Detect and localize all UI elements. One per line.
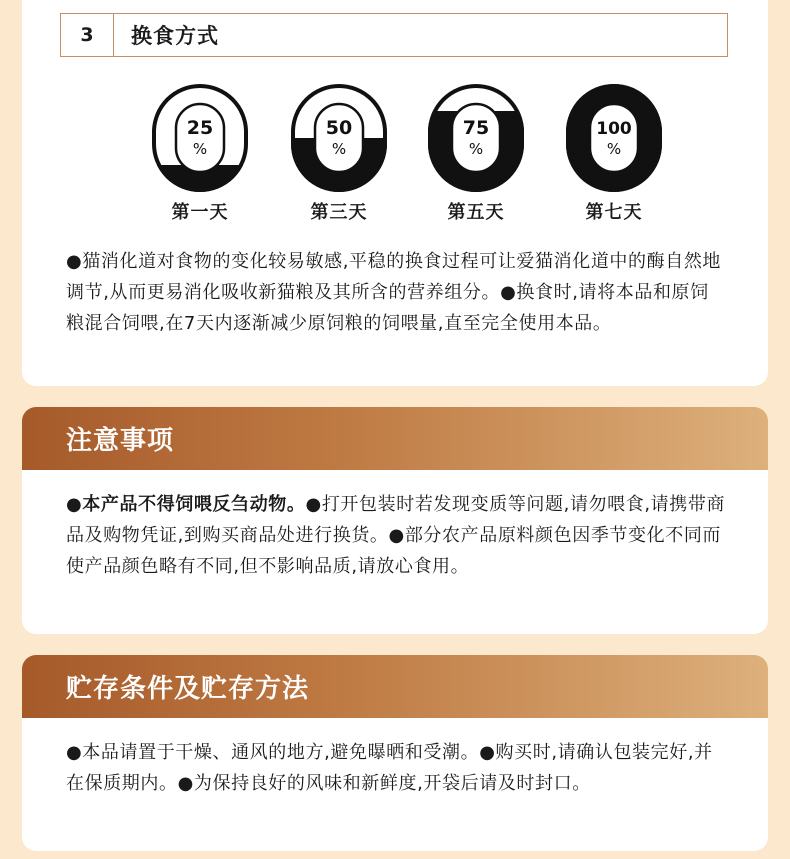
bowl-day-7 bbox=[564, 82, 664, 224]
bowl-graphic bbox=[289, 82, 389, 194]
bowl-label: 第一天 bbox=[171, 202, 229, 223]
transition-bowls bbox=[22, 82, 768, 232]
bowl-graphic bbox=[426, 82, 526, 194]
notes-bold-text: ●本产品不得饲喂反刍动物。 bbox=[66, 494, 306, 515]
bowl-percent-sign: % bbox=[606, 140, 622, 158]
notes-description bbox=[66, 489, 726, 582]
bowl-percent: 50 bbox=[325, 117, 353, 139]
feeding-card bbox=[22, 0, 768, 386]
notes-banner bbox=[22, 407, 768, 470]
step-title: 换食方式 bbox=[131, 24, 219, 48]
storage-description: ●本品请置于干燥、通风的地方,避免曝晒和受潮。●购买时,请确认包装完好,并在保质期内。●为保持良好的风味和新鲜度,开袋后请及时封口。 bbox=[66, 742, 713, 794]
bowl-label: 第三天 bbox=[310, 202, 368, 223]
bowl-percent: 100 bbox=[596, 119, 632, 139]
notes-title: 注意事项 bbox=[66, 426, 175, 456]
bowl-label: 第五天 bbox=[447, 202, 505, 223]
step-number: 3 bbox=[61, 14, 114, 56]
step-header bbox=[60, 13, 728, 57]
bowl-day-3 bbox=[289, 82, 389, 224]
storage-title: 贮存条件及贮存方法 bbox=[66, 674, 310, 704]
bowl-graphic bbox=[564, 82, 664, 194]
bowl-percent-sign: % bbox=[192, 140, 208, 158]
notes-card bbox=[22, 407, 768, 634]
feeding-description: ●猫消化道对食物的变化较易敏感,平稳的换食过程可让爱猫消化道中的酶自然地调节,从而更易消化吸收新猫粮及其所含的营养组分。●换食时,请将本品和原饲粮混合饲喂,在7天内逐渐减少原饲粮的饲喂量,直至完全使用本品。 bbox=[66, 251, 722, 334]
storage-card bbox=[22, 655, 768, 851]
bowl-percent-sign: % bbox=[468, 140, 484, 158]
bowl-percent: 25 bbox=[186, 117, 214, 139]
bowl-percent: 75 bbox=[462, 117, 490, 139]
bowl-graphic bbox=[150, 82, 250, 194]
bowl-day-1 bbox=[150, 82, 250, 224]
bowl-label: 第七天 bbox=[585, 202, 643, 223]
bowl-percent-sign: % bbox=[331, 140, 347, 158]
bowl-day-5 bbox=[426, 82, 526, 224]
notes-text: ●打开包装时若发现变质等问题,请勿喂食,请携带商品及购物凭证,到购买商品处进行换货。●部分农产品原料颜色因季节变化不同而使产品颜色略有不同,但不影响品质,请放心食用。 bbox=[66, 494, 726, 577]
storage-banner bbox=[22, 655, 768, 718]
